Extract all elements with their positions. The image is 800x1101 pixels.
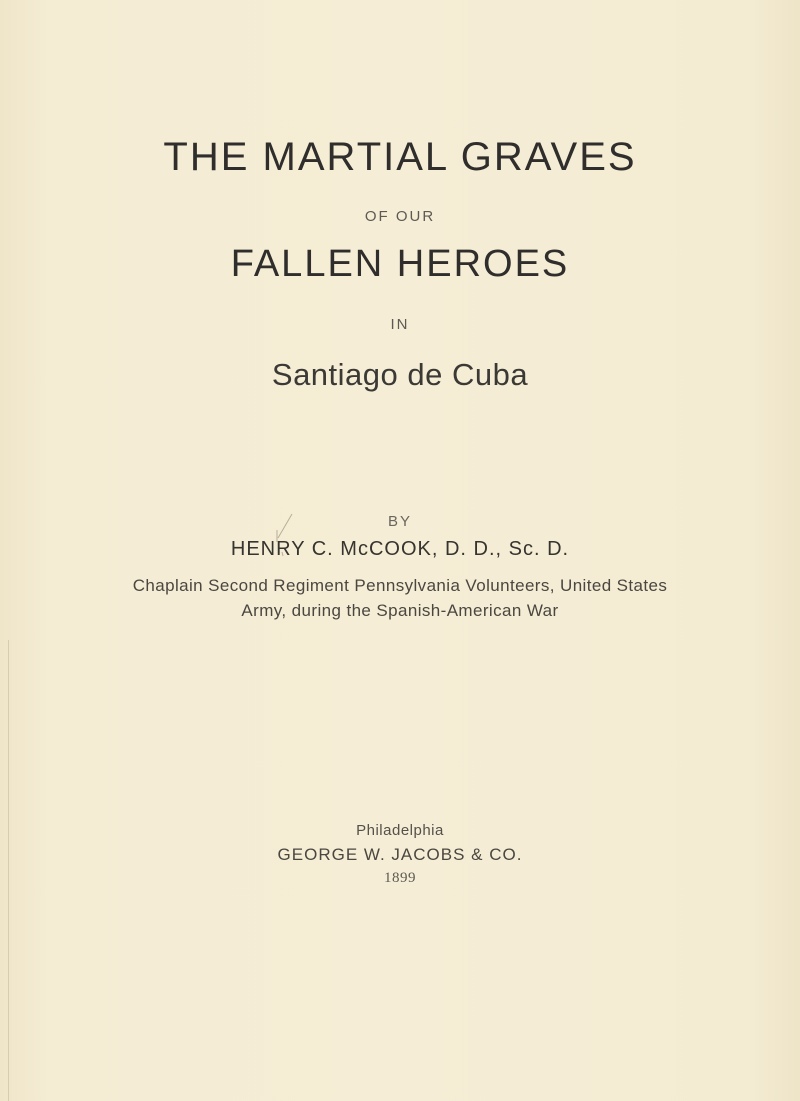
title-line-3: FALLEN HEROES [230, 243, 570, 285]
title-line-2: OF OUR [364, 208, 436, 225]
imprint-year: 1899 [384, 870, 416, 886]
imprint-publisher: GEORGE W. JACOBS & CO. [277, 845, 523, 864]
imprint-city: Philadelphia [356, 822, 444, 839]
author-description-line-1: Chaplain Second Regiment Pennsylvania Volunteers, United States [132, 576, 668, 595]
title-line-1: THE MARTIAL GRAVES [163, 135, 637, 179]
by-label: BY [387, 513, 412, 530]
title-line-4: IN [390, 316, 410, 333]
author-name: HENRY C. McCOOK, D. D., Sc. D. [230, 538, 570, 560]
author-description-line-2: Army, during the Spanish-American War [241, 601, 559, 620]
title-line-5: Santiago de Cuba [271, 357, 529, 392]
